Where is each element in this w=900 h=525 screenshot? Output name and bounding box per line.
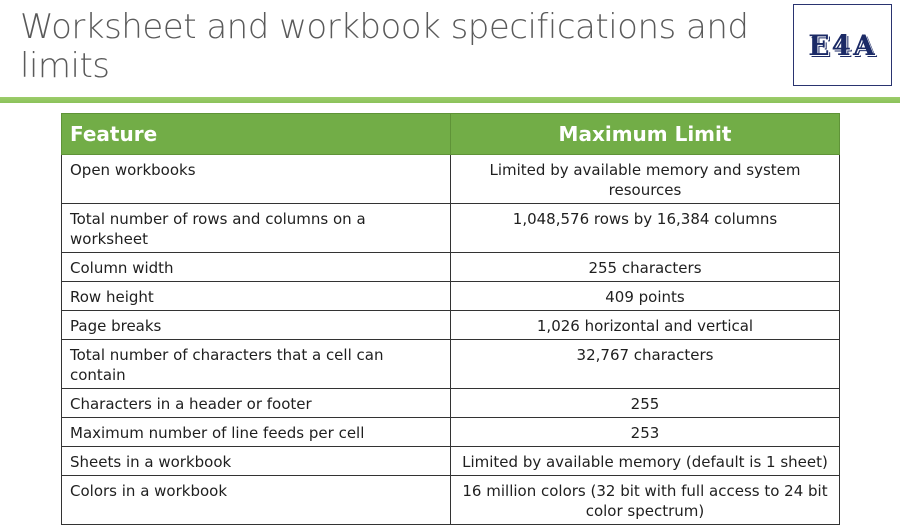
table-row <box>62 311 840 340</box>
feature-cell: Open workbooks <box>62 155 451 204</box>
limit-cell: 16 million colors (32 bit with full access to 24 bit color spectrum) <box>451 476 840 525</box>
table-row <box>62 155 840 204</box>
logo-text: E4A <box>808 28 877 62</box>
limit-cell: 255 <box>451 389 840 418</box>
limit-cell: 32,767 characters <box>451 340 840 389</box>
title-divider <box>0 97 900 103</box>
table-row <box>62 389 840 418</box>
table-row <box>62 340 840 389</box>
table-row <box>62 476 840 525</box>
slide-title: Worksheet and workbook specifications and limits <box>20 7 749 86</box>
table-row <box>62 447 840 476</box>
table-row <box>62 282 840 311</box>
limit-cell: 253 <box>451 418 840 447</box>
feature-cell: Page breaks <box>62 311 451 340</box>
header-maximum-limit: Maximum Limit <box>451 114 840 155</box>
header-feature: Feature <box>62 114 451 155</box>
feature-cell: Colors in a workbook <box>62 476 451 525</box>
feature-cell: Characters in a header or footer <box>62 389 451 418</box>
limit-cell: 409 points <box>451 282 840 311</box>
feature-cell: Row height <box>62 282 451 311</box>
table-row <box>62 418 840 447</box>
feature-cell: Total number of rows and columns on a worksheet <box>62 204 451 253</box>
feature-cell: Column width <box>62 253 451 282</box>
feature-cell: Total number of characters that a cell can contain <box>62 340 451 389</box>
limit-cell: 1,026 horizontal and vertical <box>451 311 840 340</box>
limit-cell: 255 characters <box>451 253 840 282</box>
limit-cell: Limited by available memory (default is 1 sheet) <box>451 447 840 476</box>
feature-cell: Sheets in a workbook <box>62 447 451 476</box>
table-row <box>62 253 840 282</box>
limit-cell: Limited by available memory and system resources <box>451 155 840 204</box>
e4a-logo <box>793 4 892 86</box>
specifications-table <box>61 113 840 525</box>
table-header-row <box>62 114 840 155</box>
table-row <box>62 204 840 253</box>
limit-cell: 1,048,576 rows by 16,384 columns <box>451 204 840 253</box>
feature-cell: Maximum number of line feeds per cell <box>62 418 451 447</box>
